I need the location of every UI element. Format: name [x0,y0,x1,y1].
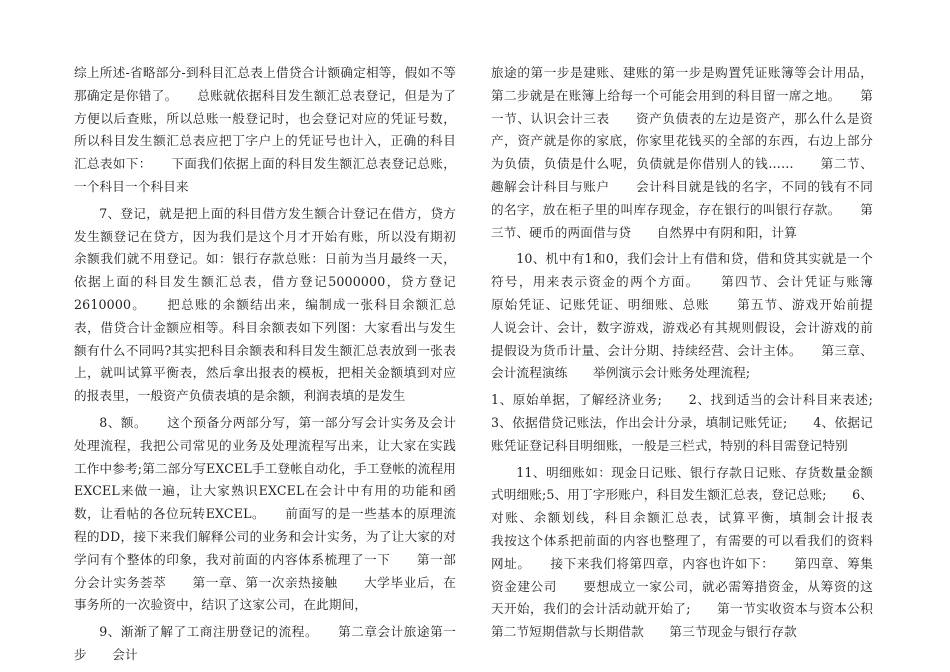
paragraph: 8、额。 这个预备分两部分写，第一部分写会计实务及会计处理流程，我把公司常见的业务及处理流程写出来，让大家在实践工作中参考;第二部分写EXCEL手工登帐自动化，手工登帐的流程用EXCEL来做一遍，让大家熟识EXCEL在会计中有用的功能和函数，让看帖的各位玩转EXCEL。 前面写的是一些基本的原理流程的DD，接下来我们解释公司的业务和会计实务，为了让大家的对学问有个整体的印象，我对前面的内容体系梳理了一下 第一部分会计实务荟萃 第一章、第一次亲热接触 大学毕业后，在事务所的一次验资中，结识了这家公司，在此期间， [74,414,456,613]
paragraph: 11、明细账如：现金日记账、银行存款日记账、存货数量金额式明细账;5、用丁字形账户，科目发生额汇总表，登记总账; 6、对账、余额划线，科目余额汇总表，试算平衡，填制会计报表 我按这个体系把前面的内容也整理了，有需要的可以看我们的资料网址。 接下来我们将第四章，内容也许如下： 第四章、筹集资金建公司 要想成立一家公司，就必需筹措资金，从筹资的这天开始，我们的会计活动就开始了; 第一节实收资本与资本公积 第二节短期借款与长期借款 第三节现金与银行存款 [491,464,899,640]
paragraph: 旅途的第一步是建账、建账的第一步是购置凭证账簿等会计用品，第二步就是在账簿上给每一个可能会用到的科目留一席之地。 第一节、认识会计三表 资产负债表的左边是资产，那么什么是资产，资产就是你的家底，你家里花钱买的全部的东西，右边上部分为负债，负债是什么呢，负债就是你借别人的钱…… 第二节、趣解会计科目与账户 会计科目就是钱的名字，不同的钱有不同的名字，放在柜子里的叫库存现金，存在银行的叫银行存款。 第三节、硬币的两面借与贷 自然界中有阴和阳，计算 [491,65,873,240]
paragraph: 7、登记，就是把上面的科目借方发生额合计登记在借方，贷方发生额登记在贷方，因为我们是这个月才开始有账，所以没有期初余额我们就不用登记。如：银行存款总账：日前为当月最终一天，依据上面的科目发生额汇总表，借方登记5000000，贷方登记2610000。 把总账的余额结出来，编制成一张科目余额汇总表，借贷合计金额应相等。科目余额表如下列图：大家看出与发生额有什么不同吗?其实把科目余额表和科目发生额汇总表放到一张表上，就叫试算平衡表，然后拿出报表的模板，把相关金额填到对应的报表里，一般资产负债表填的是余额，利润表填的是发生 [74,205,456,404]
paragraph: 9、渐渐了解了工商注册登记的流程。 第二章会计旅途第一步 会计 [74,624,456,662]
paragraph: 综上所述-省略部分-到科目汇总表上借贷合计额确定相等，假如不等那确定是你错了。 总账就依据科目发生额汇总表登记，但是为了方便以后查账，所以总账一般登记时，也会登记对应的凭证号数，所以科目发生额汇总表应把丁字户上的凭证号也计入，正确的科目汇总表如下： 下面我们依据上面的科目发生额汇总表登记总账，一个科目一个科目来 [74,65,456,194]
paragraph: 10、机中有1和0，我们会计上有借和贷，借和贷其实就是一个符号，用来表示资金的两个方面。 第四节、会计凭证与账簿 原始凭证、记账凭证、明细账、总账 第五节、游戏开始前提 人说会计、会计，数字游戏，游戏必有其规则假设，会计游戏的前提假设为货币计量、会计分期、持续经营、会计主体。 第三章、会计流程演练 举例演示会计账务处理流程; [491,251,899,381]
paragraph: 1、原始单据，了解经济业务; 2、找到适当的会计科目来表述; 3、依据借贷记账法，作出会计分录，填制记账凭证; 4、依据记账凭证登记科目明细账，一般是三栏式，特别的科目需登记特别 [491,392,899,453]
right-text-column [491,62,899,648]
left-text-column [74,62,456,671]
